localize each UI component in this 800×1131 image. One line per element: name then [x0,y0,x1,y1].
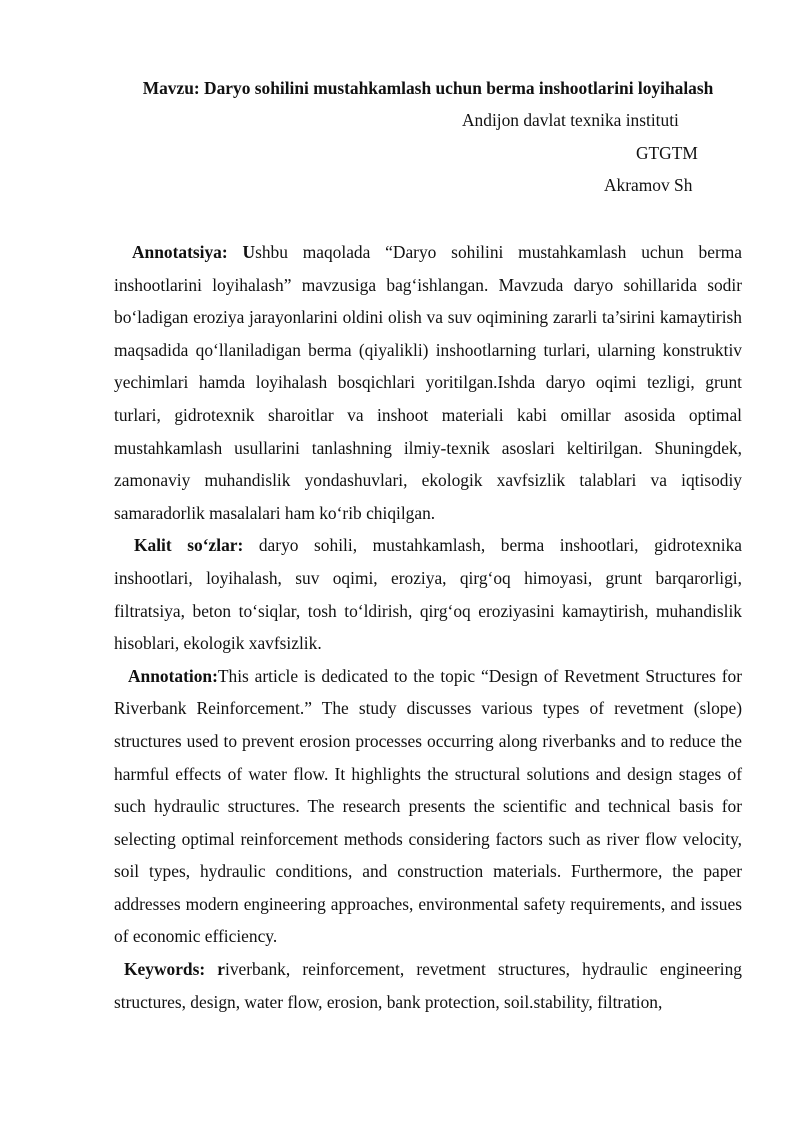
paper-title: Mavzu: Daryo sohilini mustahkamlash uchun berma inshootlarini loyihalash [142,78,714,98]
annotation-uz-paragraph [114,236,742,529]
annotation-en-label: Annotation: [128,665,218,686]
keywords-uz-paragraph [114,529,742,659]
keywords-en-paragraph [114,953,742,1018]
annotation-uz-label: Annotatsiya: [132,242,228,262]
paper-body [114,236,742,1018]
annotation-en-text: This article is dedicated to the topic “Design of Revetment Structures for Riverbank Reinforcement.” The study discusses various types of revetment (slope) structures used to prevent erosion processes occurring along riverbanks and to reduce the harmful effects of water flow. It highlights the structural solutions and design stages of such hydraulic structures. The research presents the scientific and technical basis for selecting optimal reinforcement methods considering factors such as river flow velocity, soil types, hydraulic conditions, and construction materials. Furthermore, the paper addresses modern engineering approaches, environmental safety requirements, and issues of economic efficiency. [114,665,742,947]
annotation-uz-text: shbu maqolada “Daryo sohilini mustahkamlash uchun berma inshootlarini loyihalash” mavzusiga bag‘ishlangan. Mavzuda daryo sohillarida sodir bo‘ladigan eroziya jarayonlarini oldini olish va suv oqimining zararli ta’sirini kamaytirish maqsadida qo‘llaniladigan berma (qiyalikli) inshootlarning turlari, ularning konstruktiv yechimlari hamda loyihalash bosqichlari yoritilgan.Ishda daryo oqimi tezligi, grunt turlari, gidrotexnik sharoitlar va inshoot materiali kabi omillar asosida optimal mustahkamlash usullarini tanlashning ilmiy-texnik asoslari keltirilgan. Shuningdek, zamonaviy muhandislik yondashuvlari, ekologik xavfsizlik talablari va iqtisodiy samaradorlik masalalari ham ko‘rib chiqilgan. [114,242,742,523]
keywords-en-first-letter: r [205,959,226,980]
keywords-uz-text: daryo sohili, mustahkamlash, berma inshootlari, gidrotexnika inshootlari, loyihalash, suv oqimi, eroziya, qirg‘oq himoyasi, grunt barqarorligi, filtratsiya, beton to‘siqlar, tosh to‘ldirish, qirg‘oq eroziyasini kamaytirish, muhandislik hisoblari, ekologik xavfsizlik. [114,535,742,654]
keywords-en-label: Keywords: [124,959,206,980]
keywords-uz-label: Kalit so‘zlar: [134,535,244,556]
author: Akramov Sh [604,175,693,195]
annotation-en-paragraph [114,660,742,953]
department: GTGTM [636,143,698,163]
annotation-uz-first-letter: U [242,242,256,262]
institution: Andijon davlat texnika instituti [462,110,679,130]
keywords-en-text: iverbank, reinforcement, revetment structures, hydraulic engineering structures, design, water flow, erosion, bank protection, soil.stability, filtration, [114,959,742,1012]
